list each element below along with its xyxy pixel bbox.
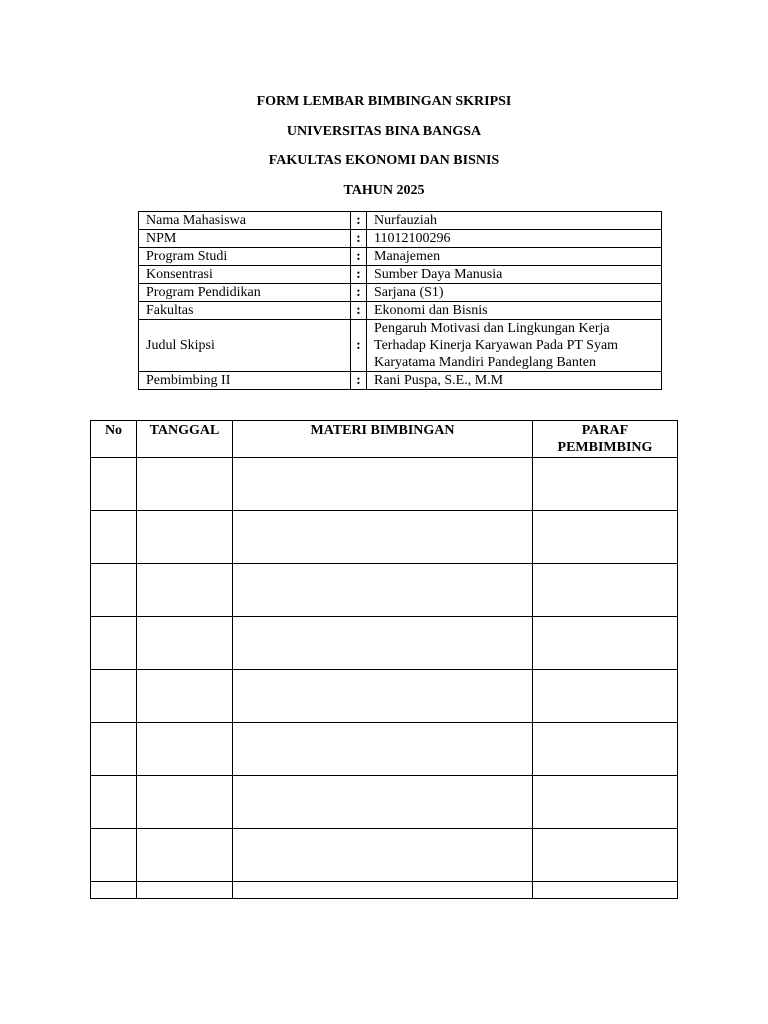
info-value: Rani Puspa, S.E., M.M bbox=[367, 372, 662, 390]
info-label: NPM bbox=[139, 230, 351, 248]
cell-no[interactable] bbox=[91, 458, 137, 511]
cell-signature[interactable] bbox=[533, 670, 678, 723]
info-separator: : bbox=[351, 372, 367, 390]
cell-date[interactable] bbox=[137, 670, 233, 723]
column-header-material: MATERI BIMBINGAN bbox=[233, 421, 533, 458]
cell-material[interactable] bbox=[233, 617, 533, 670]
cell-date[interactable] bbox=[137, 511, 233, 564]
info-value: Nurfauziah bbox=[367, 212, 662, 230]
info-row bbox=[139, 248, 662, 266]
university-name: UNIVERSITAS BINA BANGSA bbox=[286, 124, 482, 139]
cell-material[interactable] bbox=[233, 564, 533, 617]
info-value: Manajemen bbox=[367, 248, 662, 266]
table-row bbox=[91, 776, 678, 829]
info-label: Program Pendidikan bbox=[139, 284, 351, 302]
cell-date[interactable] bbox=[137, 723, 233, 776]
cell-material[interactable] bbox=[233, 723, 533, 776]
info-value: Sumber Daya Manusia bbox=[367, 266, 662, 284]
info-row bbox=[139, 302, 662, 320]
cell-date[interactable] bbox=[137, 617, 233, 670]
table-row bbox=[91, 511, 678, 564]
cell-material[interactable] bbox=[233, 829, 533, 882]
cell-signature[interactable] bbox=[533, 617, 678, 670]
table-row bbox=[91, 829, 678, 882]
cell-signature[interactable] bbox=[533, 776, 678, 829]
info-separator: : bbox=[351, 266, 367, 284]
info-value: Pengaruh Motivasi dan Lingkungan Kerja Terhadap Kinerja Karyawan Pada PT Syam Karyatama Mandiri Pandeglang Banten bbox=[367, 320, 662, 372]
year-heading: TAHUN 2025 bbox=[343, 183, 425, 198]
cell-signature[interactable] bbox=[533, 882, 678, 899]
cell-material[interactable] bbox=[233, 670, 533, 723]
cell-signature[interactable] bbox=[533, 723, 678, 776]
table-row bbox=[91, 723, 678, 776]
info-separator: : bbox=[351, 320, 367, 372]
info-label: Nama Mahasiswa bbox=[139, 212, 351, 230]
cell-signature[interactable] bbox=[533, 511, 678, 564]
cell-no[interactable] bbox=[91, 723, 137, 776]
info-separator: : bbox=[351, 248, 367, 266]
cell-date[interactable] bbox=[137, 564, 233, 617]
guidance-log-table bbox=[90, 420, 678, 899]
info-separator: : bbox=[351, 284, 367, 302]
column-header-no: No bbox=[91, 421, 137, 458]
info-row bbox=[139, 320, 662, 372]
cell-signature[interactable] bbox=[533, 564, 678, 617]
info-row bbox=[139, 284, 662, 302]
table-row bbox=[91, 670, 678, 723]
info-label: Konsentrasi bbox=[139, 266, 351, 284]
cell-no[interactable] bbox=[91, 776, 137, 829]
table-row bbox=[91, 882, 678, 899]
cell-material[interactable] bbox=[233, 511, 533, 564]
info-label: Program Studi bbox=[139, 248, 351, 266]
faculty-name: FAKULTAS EKONOMI DAN BISNIS bbox=[268, 153, 500, 168]
cell-signature[interactable] bbox=[533, 829, 678, 882]
table-row bbox=[91, 458, 678, 511]
cell-date[interactable] bbox=[137, 776, 233, 829]
info-value: Ekonomi dan Bisnis bbox=[367, 302, 662, 320]
table-row bbox=[91, 564, 678, 617]
column-header-signature: PARAF PEMBIMBING bbox=[533, 421, 678, 458]
student-info-table bbox=[138, 211, 662, 390]
info-separator: : bbox=[351, 302, 367, 320]
info-label: Pembimbing II bbox=[139, 372, 351, 390]
info-row bbox=[139, 230, 662, 248]
cell-date[interactable] bbox=[137, 829, 233, 882]
info-value: 11012100296 bbox=[367, 230, 662, 248]
cell-material[interactable] bbox=[233, 776, 533, 829]
info-label: Fakultas bbox=[139, 302, 351, 320]
cell-date[interactable] bbox=[137, 882, 233, 899]
cell-material[interactable] bbox=[233, 882, 533, 899]
info-row bbox=[139, 372, 662, 390]
info-value: Sarjana (S1) bbox=[367, 284, 662, 302]
column-header-date: TANGGAL bbox=[137, 421, 233, 458]
table-row bbox=[91, 617, 678, 670]
info-separator: : bbox=[351, 212, 367, 230]
table-header-row bbox=[91, 421, 678, 458]
form-title: FORM LEMBAR BIMBINGAN SKRIPSI bbox=[256, 94, 512, 109]
info-label: Judul Skipsi bbox=[139, 320, 351, 372]
info-separator: : bbox=[351, 230, 367, 248]
cell-no[interactable] bbox=[91, 670, 137, 723]
cell-no[interactable] bbox=[91, 564, 137, 617]
cell-date[interactable] bbox=[137, 458, 233, 511]
info-row bbox=[139, 266, 662, 284]
info-row bbox=[139, 212, 662, 230]
cell-material[interactable] bbox=[233, 458, 533, 511]
cell-no[interactable] bbox=[91, 617, 137, 670]
cell-no[interactable] bbox=[91, 829, 137, 882]
cell-signature[interactable] bbox=[533, 458, 678, 511]
cell-no[interactable] bbox=[91, 511, 137, 564]
cell-no[interactable] bbox=[91, 882, 137, 899]
